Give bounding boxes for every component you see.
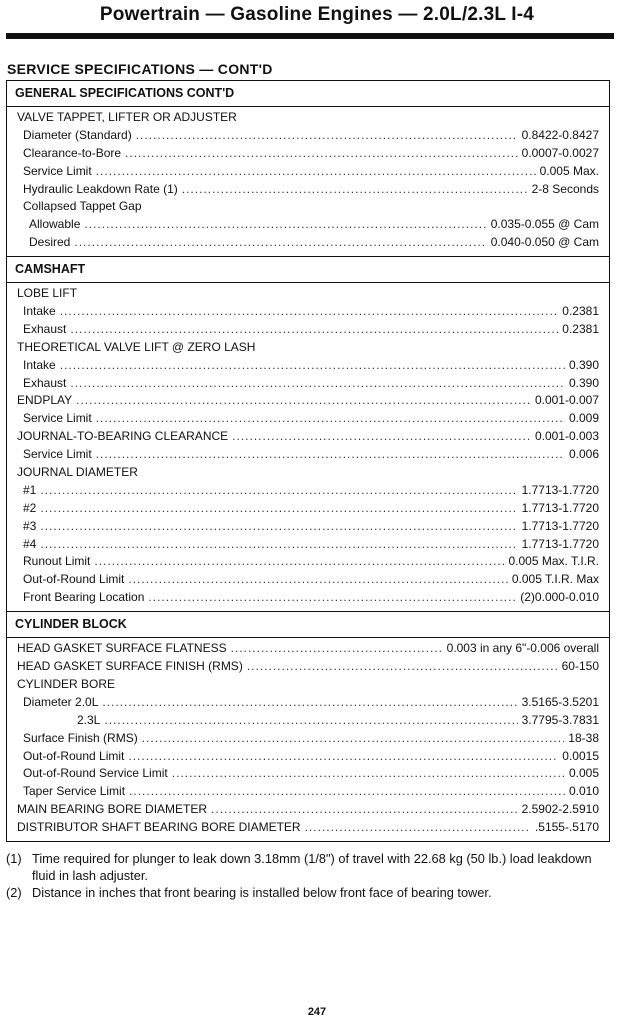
dot-leader bbox=[231, 641, 443, 655]
spec-value: .5155-.5170 bbox=[534, 820, 599, 835]
dot-leader bbox=[128, 572, 507, 586]
spec-value: 0.040-0.050 @ Cam bbox=[490, 235, 599, 250]
spec-row bbox=[7, 146, 609, 164]
spec-value: 0.005 Max. T.I.R. bbox=[508, 554, 599, 569]
dot-leader bbox=[129, 784, 565, 798]
dot-leader bbox=[96, 164, 536, 178]
spec-value: 0.005 Max. bbox=[539, 163, 599, 178]
spec-row bbox=[7, 519, 609, 537]
spec-value: 0.2381 bbox=[562, 321, 599, 336]
dot-leader bbox=[247, 659, 558, 673]
spec-label: Service Limit bbox=[23, 163, 92, 178]
spec-value: 60-150 bbox=[561, 659, 599, 674]
spec-label: Runout Limit bbox=[23, 554, 91, 569]
dot-leader bbox=[182, 182, 528, 196]
spec-value: 2-8 Seconds bbox=[531, 181, 599, 196]
spec-label: MAIN BEARING BORE DIAMETER bbox=[17, 802, 208, 817]
spec-row bbox=[7, 677, 609, 695]
spec-label: Intake bbox=[23, 357, 56, 372]
section-title: CYLINDER BLOCK bbox=[7, 612, 609, 638]
spec-label: Service Limit bbox=[23, 447, 92, 462]
spec-label: Surface Finish (RMS) bbox=[23, 730, 138, 745]
spec-label: DISTRIBUTOR SHAFT BEARING BORE DIAMETER bbox=[17, 820, 301, 835]
spec-value: 1.7713-1.7720 bbox=[521, 500, 599, 515]
spec-label: Clearance-to-Bore bbox=[23, 145, 122, 160]
spec-value: 0.001-0.007 bbox=[534, 393, 599, 408]
dot-leader bbox=[136, 128, 518, 142]
spec-value: 2.5902-2.5910 bbox=[521, 802, 599, 817]
spec-value: 1.7713-1.7720 bbox=[521, 518, 599, 533]
spec-row bbox=[7, 286, 609, 304]
spec-label: HEAD GASKET SURFACE FLATNESS bbox=[17, 641, 227, 656]
spec-row bbox=[7, 465, 609, 483]
footnote bbox=[6, 884, 610, 901]
spec-row bbox=[7, 641, 609, 659]
dot-leader bbox=[211, 802, 518, 816]
spec-label: Taper Service Limit bbox=[23, 784, 126, 799]
spec-section bbox=[7, 256, 609, 611]
spec-row bbox=[7, 802, 609, 820]
footnote-text: Time required for plunger to leak down 3.18mm (1/8") of travel with 22.68 kg (50 lb.) load leakdown fluid in lash adjuster. bbox=[32, 851, 592, 883]
spec-row bbox=[7, 731, 609, 749]
dot-leader bbox=[142, 731, 565, 745]
spec-row bbox=[7, 411, 609, 429]
section-title: GENERAL SPECIFICATIONS CONT'D bbox=[7, 81, 609, 107]
dot-leader bbox=[60, 358, 565, 372]
spec-label: LOBE LIFT bbox=[17, 286, 78, 301]
spec-row bbox=[7, 501, 609, 519]
spec-row bbox=[7, 110, 609, 128]
spec-label: Out-of-Round Limit bbox=[23, 748, 125, 763]
footnote-number: (1) bbox=[6, 851, 22, 866]
spec-label: ENDPLAY bbox=[17, 393, 73, 408]
dot-leader bbox=[76, 393, 531, 407]
spec-label: #4 bbox=[23, 536, 37, 551]
spec-row bbox=[7, 322, 609, 340]
spec-label: Out-of-Round Limit bbox=[23, 572, 125, 587]
spec-label: JOURNAL-TO-BEARING CLEARANCE bbox=[17, 429, 229, 444]
dot-leader bbox=[128, 749, 558, 763]
spec-label: JOURNAL DIAMETER bbox=[17, 465, 138, 480]
spec-row bbox=[7, 483, 609, 501]
spec-row bbox=[7, 447, 609, 465]
dot-leader bbox=[125, 146, 518, 160]
section-title: CAMSHAFT bbox=[7, 257, 609, 283]
spec-label: VALVE TAPPET, LIFTER OR ADJUSTER bbox=[17, 110, 237, 124]
spec-row bbox=[7, 304, 609, 322]
spec-row bbox=[7, 713, 609, 731]
spec-value: 0.010 bbox=[568, 784, 599, 799]
page-heading: SERVICE SPECIFICATIONS — CONT'D bbox=[7, 61, 273, 77]
spec-value: 0.0007-0.0027 bbox=[521, 145, 599, 160]
spec-row bbox=[7, 659, 609, 677]
spec-row bbox=[7, 429, 609, 447]
spec-label: HEAD GASKET SURFACE FINISH (RMS) bbox=[17, 659, 243, 674]
dot-leader bbox=[96, 447, 565, 461]
spec-row bbox=[7, 128, 609, 146]
spec-value: 0.2381 bbox=[562, 304, 599, 319]
spec-value: 0.390 bbox=[568, 357, 599, 372]
spec-value: 0.0015 bbox=[562, 748, 599, 763]
spec-label: CYLINDER BORE bbox=[17, 676, 116, 691]
spec-row bbox=[7, 766, 609, 784]
spec-label: Desired bbox=[29, 235, 71, 250]
dot-leader bbox=[305, 820, 531, 834]
spec-value: 0.003 in any 6"-0.006 overall bbox=[446, 641, 599, 656]
spec-value: 0.005 T.I.R. Max bbox=[511, 572, 599, 587]
section-body bbox=[7, 638, 609, 841]
spec-row bbox=[7, 199, 609, 217]
spec-value: 3.7795-3.7831 bbox=[521, 712, 599, 727]
footnote bbox=[6, 850, 610, 884]
spec-value: 1.7713-1.7720 bbox=[521, 536, 599, 551]
spec-label: Intake bbox=[23, 304, 56, 319]
dot-leader bbox=[104, 713, 517, 727]
spec-label: Hydraulic Leakdown Rate (1) bbox=[23, 181, 178, 196]
spec-row bbox=[7, 235, 609, 253]
dot-leader bbox=[84, 217, 486, 231]
spec-row bbox=[7, 820, 609, 838]
spec-label: Diameter 2.0L bbox=[23, 694, 99, 709]
spec-section bbox=[7, 81, 609, 256]
spec-value: (2)0.000-0.010 bbox=[520, 590, 599, 605]
dot-leader bbox=[232, 429, 531, 443]
dot-leader bbox=[40, 537, 517, 551]
spec-row bbox=[7, 164, 609, 182]
spec-value: 0.035-0.055 @ Cam bbox=[490, 217, 599, 232]
footnotes bbox=[6, 850, 610, 901]
spec-row bbox=[7, 340, 609, 358]
spec-row bbox=[7, 554, 609, 572]
spec-label: Exhaust bbox=[23, 321, 67, 336]
spec-section bbox=[7, 611, 609, 841]
spec-row bbox=[7, 358, 609, 376]
spec-value: 18-38 bbox=[568, 730, 599, 745]
spec-row bbox=[7, 393, 609, 411]
dot-leader bbox=[96, 411, 565, 425]
dot-leader bbox=[40, 483, 517, 497]
spec-value: 0.009 bbox=[568, 411, 599, 426]
spec-label: Diameter (Standard) bbox=[23, 127, 132, 142]
dot-leader bbox=[60, 304, 559, 318]
section-body bbox=[7, 107, 609, 256]
spec-row bbox=[7, 572, 609, 590]
page-header-title: Powertrain — Gasoline Engines — 2.0L/2.3L I-4 bbox=[99, 4, 535, 25]
spec-row bbox=[7, 695, 609, 713]
spec-label: Allowable bbox=[29, 217, 81, 232]
spec-label: THEORETICAL VALVE LIFT @ ZERO LASH bbox=[17, 339, 256, 354]
spec-table bbox=[6, 80, 610, 842]
dot-leader bbox=[102, 695, 517, 709]
spec-value: 1.7713-1.7720 bbox=[521, 482, 599, 497]
spec-value: 0.006 bbox=[568, 447, 599, 462]
spec-label: Collapsed Tappet Gap bbox=[23, 199, 142, 214]
header-rule bbox=[6, 33, 614, 39]
dot-leader bbox=[40, 519, 517, 533]
dot-leader bbox=[94, 554, 504, 568]
spec-row bbox=[7, 376, 609, 394]
section-body bbox=[7, 283, 609, 611]
dot-leader bbox=[70, 322, 558, 336]
spec-value: 0.005 bbox=[568, 766, 599, 781]
spec-row bbox=[7, 537, 609, 555]
dot-leader bbox=[148, 590, 516, 604]
spec-label: Exhaust bbox=[23, 375, 67, 390]
footnote-number: (2) bbox=[6, 885, 22, 900]
spec-label: Out-of-Round Service Limit bbox=[23, 766, 168, 781]
spec-label: Front Bearing Location bbox=[23, 590, 145, 605]
spec-label: #2 bbox=[23, 500, 37, 515]
footnote-text: Distance in inches that front bearing is installed below front face of bearing tower. bbox=[32, 885, 492, 900]
spec-row bbox=[7, 784, 609, 802]
spec-row bbox=[7, 749, 609, 767]
spec-label: 2.3L bbox=[77, 712, 101, 727]
spec-value: 0.390 bbox=[568, 375, 599, 390]
spec-label: Service Limit bbox=[23, 411, 92, 426]
dot-leader bbox=[172, 766, 565, 780]
spec-row bbox=[7, 217, 609, 235]
spec-row bbox=[7, 590, 609, 608]
spec-value: 0.8422-0.8427 bbox=[521, 127, 599, 142]
dot-leader bbox=[70, 376, 565, 390]
spec-value: 3.5165-3.5201 bbox=[521, 694, 599, 709]
dot-leader bbox=[40, 501, 517, 515]
dot-leader bbox=[74, 235, 486, 249]
spec-label: #1 bbox=[23, 482, 37, 497]
spec-value: 0.001-0.003 bbox=[534, 429, 599, 444]
spec-row bbox=[7, 182, 609, 200]
spec-label: #3 bbox=[23, 518, 37, 533]
page-number: 247 bbox=[307, 1006, 327, 1018]
